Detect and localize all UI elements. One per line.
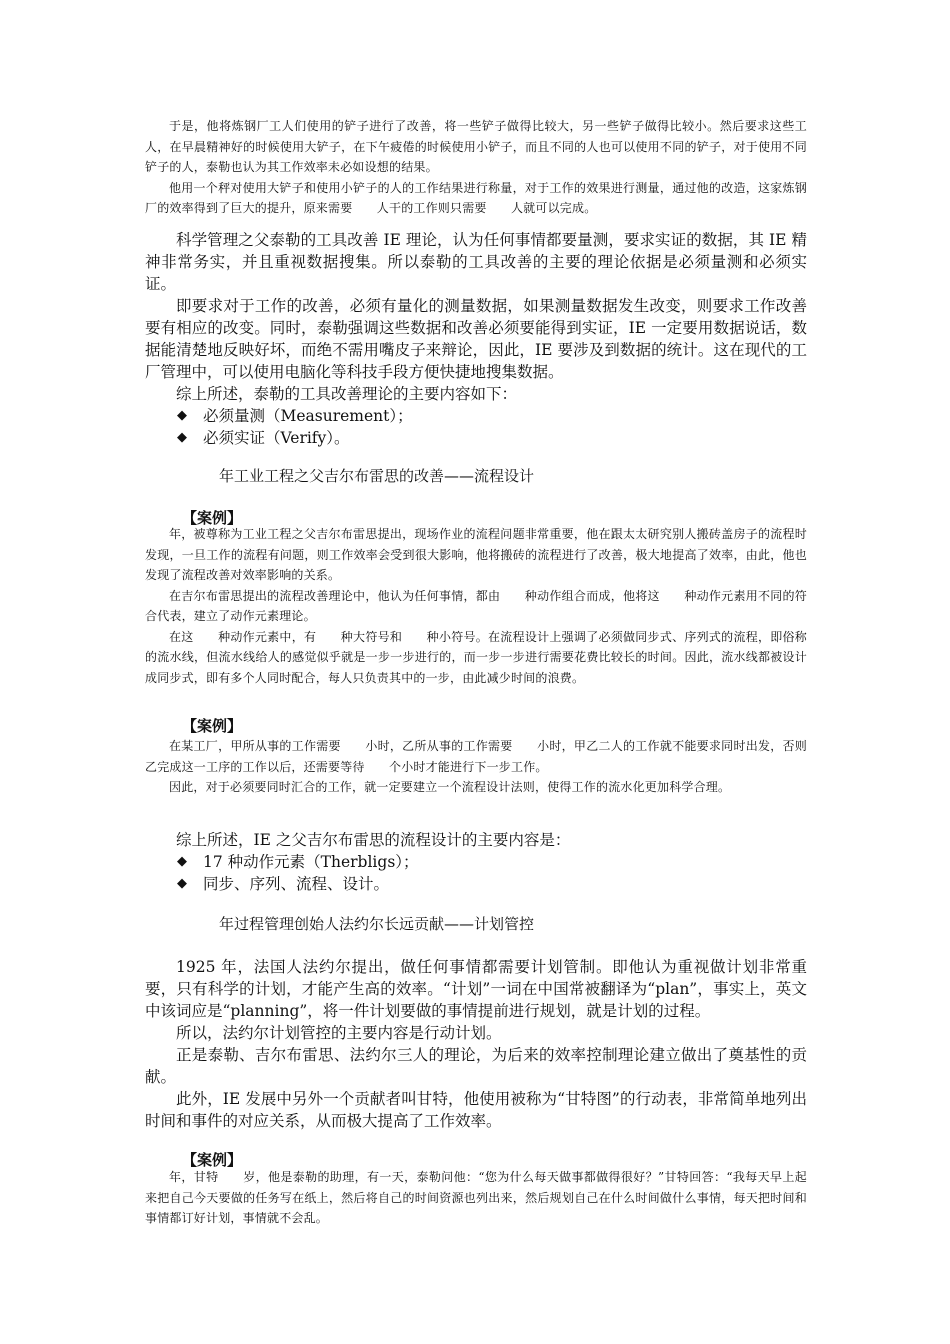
fayol-section-heading: 年过程管理创始人法约尔长远贡献——计划管控 bbox=[219, 915, 535, 933]
fayol-paragraph-4: 此外，IE 发展中另外一个贡献者叫甘特，他使用被称为“甘特图”的行动表，非常简单地列出时间和事件的对应关系，从而极大提高了工作效率。 bbox=[145, 1090, 807, 1130]
case-label: 【案例】 bbox=[182, 717, 243, 735]
bullet-text: 必须量测（Measurement）； bbox=[203, 407, 413, 425]
case-label: 【案例】 bbox=[182, 1151, 243, 1169]
list-item bbox=[145, 427, 807, 449]
gilbreth-case1-paragraph-1: 年，被尊称为工业工程之父吉尔布雷思提出，现场作业的流程问题非常重要，他在跟太太研究别人搬砖盖房子的流程时发现，一旦工作的流程有问题，则工作效率会受到很大影响，他将搬砖的流程进行了改善，极大地提高了效率，由此，他也发现了流程改善对效率影响的关系。 bbox=[145, 527, 807, 582]
diamond-bullet-icon: ◆ bbox=[177, 430, 187, 445]
gilbreth-section-heading: 年工业工程之父吉尔布雷思的改善——流程设计 bbox=[219, 467, 535, 485]
bullet-text: 17 种动作元素（Therbligs）； bbox=[203, 853, 419, 871]
gilbreth-case2-block bbox=[145, 736, 807, 798]
taylor-paragraph-3: 综上所述，泰勒的工具改善理论的主要内容如下： bbox=[176, 385, 518, 403]
diamond-bullet-icon: ◆ bbox=[177, 854, 187, 869]
list-item bbox=[145, 873, 807, 895]
taylor-paragraph-2: 即要求对于工作的改善，必须有量化的测量数据，如果测量数据发生改变，则要求工作改善要有相应的改变。同时，泰勒强调这些数据和改善必须要能得到实证，IE 一定要用数据说话，数据能清楚地反映好坏，而绝不需用嘴皮子来辩论，因此，IE 要涉及到数据的统计。这在现代的工厂管理中，可以使用电脑化等科技手段方便快捷地搜集数据。 bbox=[145, 297, 807, 381]
gilbreth-case2-paragraph-2: 因此，对于必须要同时汇合的工作，就一定要建立一个流程设计法则，使得工作的流水化更加科学合理。 bbox=[169, 780, 731, 794]
fayol-section bbox=[145, 956, 807, 1132]
gilbreth-case2-paragraph-1: 在某工厂，甲所从事的工作需要 小时，乙所从事的工作需要 小时，甲乙二人的工作就不能要求同时出发，否则乙完成这一工序的工作以后，还需要等待 个小时才能进行下一步工作。 bbox=[145, 739, 807, 774]
fayol-paragraph-2: 所以，法约尔计划管控的主要内容是行动计划。 bbox=[176, 1024, 502, 1042]
gilbreth-case1-block bbox=[145, 524, 807, 688]
gilbreth-bullet-list bbox=[145, 851, 807, 895]
intro-case-paragraph-2: 他用一个秤对使用大铲子和使用小铲子的人的工作结果进行称量，对于工作的效果进行测量，通过他的改造，这家炼钢厂的效率得到了巨大的提升，原来需要 人干的工作则只需要 人就可以完成。 bbox=[145, 180, 807, 215]
fayol-paragraph-3: 正是泰勒、吉尔布雷思、法约尔三人的理论，为后来的效率控制理论建立做出了奠基性的贡献。 bbox=[145, 1046, 807, 1086]
gilbreth-case1-paragraph-3: 在这 种动作元素中，有 种大符号和 种小符号。在流程设计上强调了必须做同步式、序列式的流程，即俗称的流水线，但流水线给人的感觉似乎就是一步一步进行的，而一步一步进行需要花费比较长的时间。因此，流水线都被设计成同步式，即有多个人同时配合，每人只负责其中的一步，由此减少时间的浪费。 bbox=[145, 629, 807, 685]
gilbreth-summary bbox=[145, 829, 807, 895]
case-label: 【案例】 bbox=[182, 509, 243, 527]
diamond-bullet-icon: ◆ bbox=[177, 408, 187, 423]
intro-case-block bbox=[145, 116, 807, 219]
diamond-bullet-icon: ◆ bbox=[177, 876, 187, 891]
intro-case-paragraph-1: 于是，他将炼钢厂工人们使用的铲子进行了改善，将一些铲子做得比较大，另一些铲子做得比较小。然后要求这些工人，在早晨精神好的时候使用大铲子，在下午疲倦的时候使用小铲子，而且不同的人也可以使用不同的铲子，对于使用不同铲子的人，泰勒也认为其工作效率未必如设想的结果。 bbox=[145, 119, 807, 174]
bullet-text: 必须实证（Verify）。 bbox=[203, 429, 350, 447]
gilbreth-case1-paragraph-2: 在吉尔布雷思提出的流程改善理论中，他认为任何事情，都由 种动作组合而成，他将这 种动作元素用不同的符合代表，建立了动作元素理论。 bbox=[145, 588, 807, 623]
list-item bbox=[145, 405, 807, 427]
gilbreth-summary-intro: 综上所述，IE 之父吉尔布雷思的流程设计的主要内容是： bbox=[176, 831, 571, 849]
gantt-case-paragraph-1: 年，甘特 岁，他是泰勒的助理，有一天，泰勒问他：“您为什么每天做事都做得很好？”甘特回答：“我每天早上起来把自己今天要做的任务写在纸上，然后将自己的时间资源也列出来，然后规划自己在什么时间做什么事情，每天把时间和事情都订好计划，事情就不会乱。 bbox=[145, 1170, 807, 1225]
bullet-text: 同步、序列、流程、设计。 bbox=[203, 875, 390, 893]
gantt-case-block bbox=[145, 1167, 807, 1229]
list-item bbox=[145, 851, 807, 873]
taylor-section bbox=[145, 229, 807, 449]
fayol-paragraph-1: 1925 年，法国人法约尔提出，做任何事情都需要计划管制。即他认为重视做计划非常重要，只有科学的计划，才能产生高的效率。“计划”一词在中国常被翻译为“plan”，事实上，英文中该词应是“planning”，将一件计划要做的事情提前进行规划，就是计划的过程。 bbox=[145, 958, 807, 1020]
taylor-bullet-list bbox=[145, 405, 807, 449]
taylor-paragraph-1: 科学管理之父泰勒的工具改善 IE 理论，认为任何事情都要量测，要求实证的数据，其 IE 精神非常务实，并且重视数据搜集。所以泰勒的工具改善的主要的理论依据是必须量测和必须实证。 bbox=[145, 231, 807, 293]
